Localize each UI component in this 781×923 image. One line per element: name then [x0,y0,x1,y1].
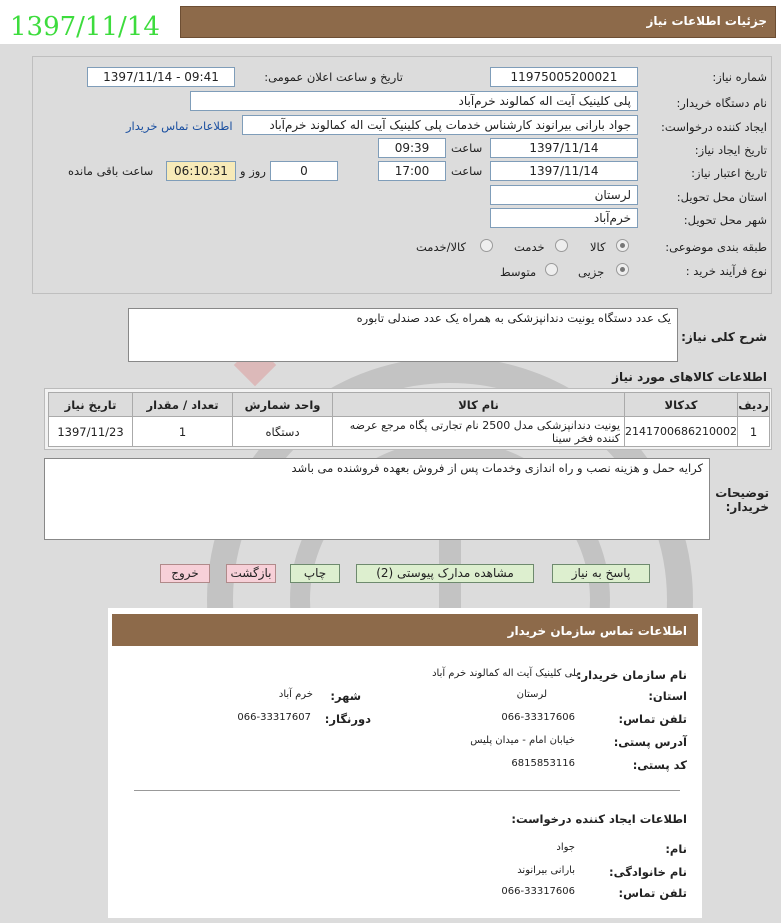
announce-field: 1397/11/14 - 09:41 [87,67,235,87]
col-name: نام کالا [333,393,625,417]
contact-province-label: استان: [648,689,687,703]
postal-label: کد پستی: [632,758,687,772]
back-button[interactable]: بازگشت [226,564,276,583]
category-service-radio[interactable] [555,239,568,252]
address-value: خیابان امام - میدان پلیس [470,735,575,746]
first-name-label: نام: [665,842,687,856]
cell-code: 2141700686210002 [625,417,738,447]
need-number-field: 11975005200021 [490,67,638,87]
created-time-label: ساعت [451,141,483,155]
valid-date-label: تاریخ اعتبار نیاز: [691,166,767,180]
fax-label: دورنگار: [324,712,371,726]
process-label: نوع فرآیند خرید : [685,264,767,278]
reply-button[interactable]: پاسخ به نیاز [552,564,650,583]
city-field: خرم‌آباد [490,208,638,228]
contact-province-value: لرستان [516,689,547,700]
phone-label: تلفن تماس: [618,712,687,726]
process-medium-radio[interactable] [545,263,558,276]
creator-phone-label: تلفن تماس: [618,886,687,900]
cell-date: 1397/11/23 [49,417,133,447]
contact-title: اطلاعات تماس سازمان خریدار [507,624,687,638]
print-button[interactable]: چاپ [290,564,340,583]
valid-time-label: ساعت [451,164,483,178]
created-date-field: 1397/11/14 [490,138,638,158]
process-partial-radio[interactable] [616,263,629,276]
goods-header-row [49,393,770,417]
notes-box: کرایه حمل و هزینه نصب و راه اندازی وخدمات پس از فروش بعهده فروشنده می باشد [44,458,710,540]
view-documents-button[interactable]: مشاهده مدارک پیوستی (2) [356,564,534,583]
org-label: نام سازمان خریدار: [576,668,687,682]
summary-box: یک عدد دستگاه یونیت دندانپزشکی به همراه یک عدد صندلی تابوره [128,308,678,362]
province-label: استان محل تحویل: [676,190,767,204]
date-stamp: 1397/11/14 [10,12,160,42]
days-label: روز و [240,164,266,178]
phone-value: 066-33317606 [501,712,575,723]
days-field: 0 [270,161,338,181]
category-both-label: کالا/خدمت [416,240,467,254]
valid-date-field: 1397/11/14 [490,161,638,181]
need-number-label: شماره نیاز: [712,70,767,84]
summary-label: شرح کلی نیاز: [681,330,767,344]
page-title: جزئیات اطلاعات نیاز [646,14,767,28]
col-unit: واحد شمارش [233,393,333,417]
category-service-label: خدمت [514,240,545,254]
cell-name: یونیت دندانپزشکی مدل 2500 نام تجارتی پگاه مرجع عرضه کننده فخر سینا [333,417,625,447]
category-goods-radio[interactable] [616,239,629,252]
col-qty: تعداد / مقدار [133,393,233,417]
cell-row: 1 [738,417,770,447]
goods-title: اطلاعات کالاهای مورد نیاز [612,370,767,384]
buyer-org-label: نام دستگاه خریدار: [676,96,767,110]
col-row: ردیف [738,393,770,417]
remaining-time-field: 06:10:31 [166,161,236,181]
contact-divider [134,790,680,791]
buyer-org-field: پلی کلینیک آیت اله کمالوند خرم‌آباد [190,91,638,111]
creator-label: ایجاد کننده درخواست: [661,120,767,134]
cell-qty: 1 [133,417,233,447]
fax-value: 066-33317607 [237,712,311,723]
city-label: شهر محل تحویل: [683,213,767,227]
buyer-contact-link[interactable]: اطلاعات تماس خریدار [126,119,233,133]
address-label: آدرس پستی: [613,735,687,749]
creator-info-title: اطلاعات ایجاد کننده درخواست: [511,812,687,826]
goods-table [48,392,770,447]
creator-phone-value: 066-33317606 [501,886,575,897]
process-partial-label: جزیی [578,265,605,279]
first-name-value: جواد [556,842,575,853]
province-field: لرستان [490,185,638,205]
contact-city-label: شهر: [330,689,361,703]
process-medium-label: متوسط [500,265,537,279]
table-row [49,417,770,447]
category-label: طبقه بندی موضوعی: [665,240,767,254]
remaining-label: ساعت باقی مانده [68,164,154,178]
col-date: تاریخ نیاز [49,393,133,417]
created-date-label: تاریخ ایجاد نیاز: [694,143,767,157]
last-name-label: نام خانوادگی: [609,865,687,879]
announce-label: تاریخ و ساعت اعلان عمومی: [264,70,403,84]
cell-unit: دستگاه [233,417,333,447]
valid-time-field: 17:00 [378,161,446,181]
category-both-radio[interactable] [480,239,493,252]
creator-field: جواد بارانی بیرانوند کارشناس خدمات پلی کلینیک آیت اله کمالوند خرم‌آباد [242,115,638,135]
exit-button[interactable]: خروج [160,564,210,583]
created-time-field: 09:39 [378,138,446,158]
postal-value: 6815853116 [511,758,575,769]
org-value: پلی کلینیک آیت اله کمالوند خرم آباد [432,668,579,679]
notes-label: توضیحات خریدار: [715,486,769,514]
contact-city-value: خرم آباد [278,689,313,700]
category-goods-label: کالا [590,240,606,254]
last-name-value: بارانی بیرانوند [517,865,575,876]
col-code: کدکالا [625,393,738,417]
